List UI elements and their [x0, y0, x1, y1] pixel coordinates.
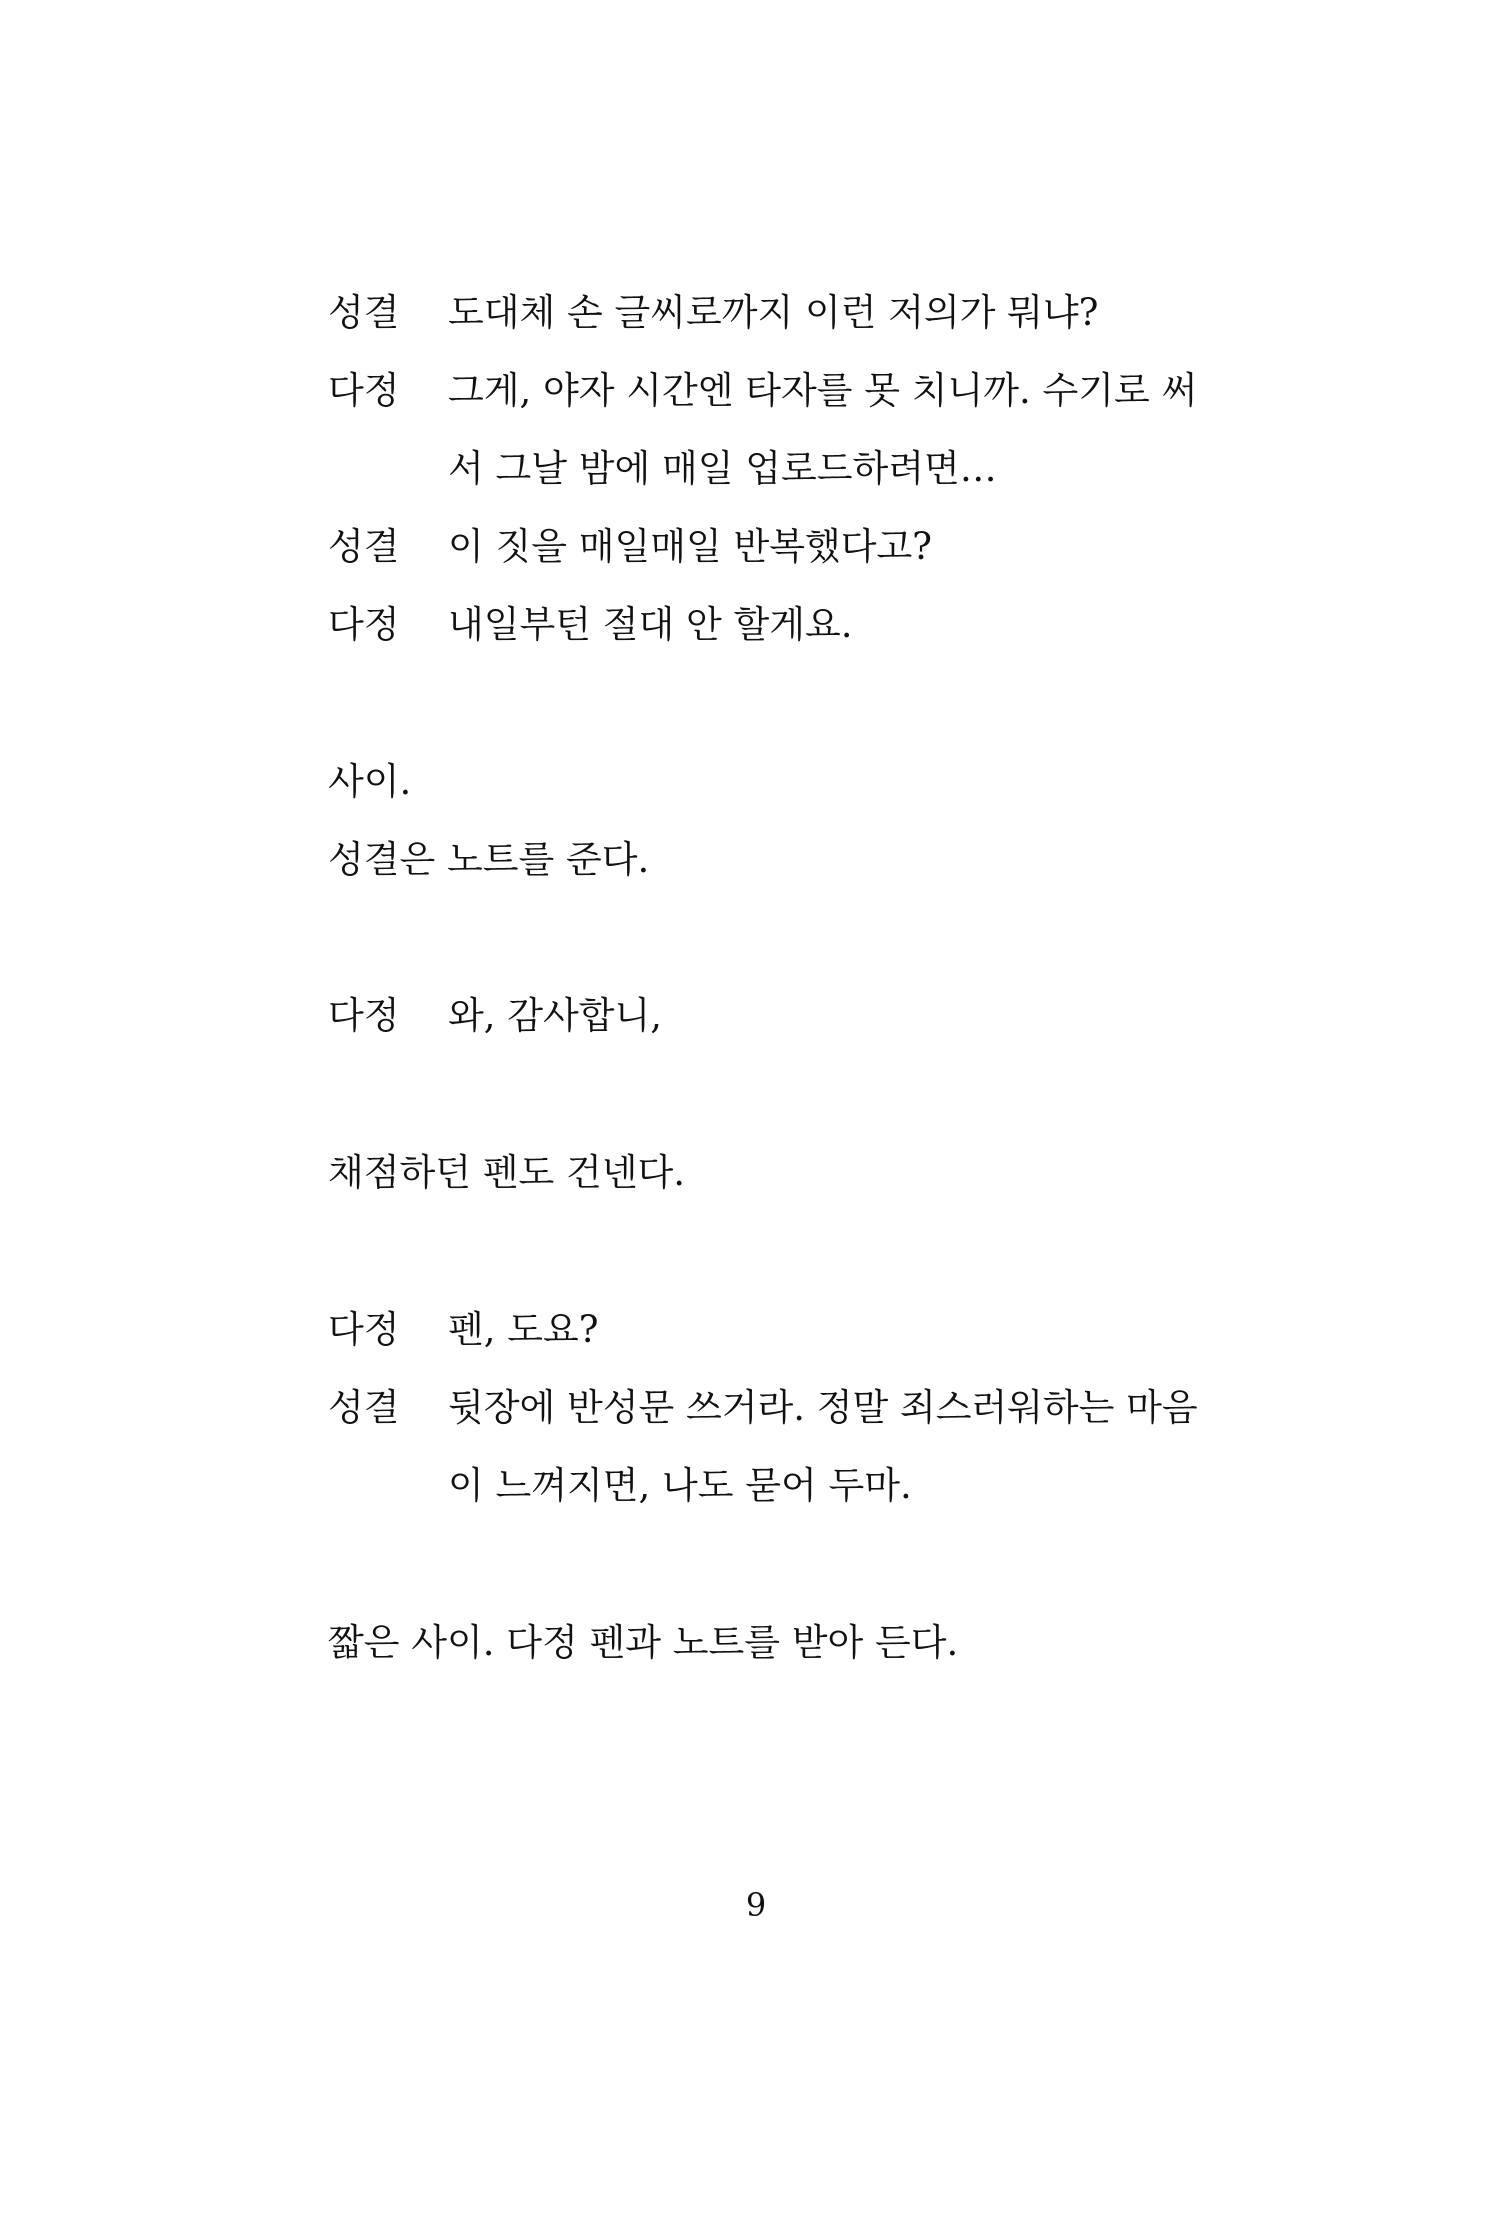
dialogue-line: [328, 361, 1328, 421]
speaker-name: 다정: [328, 369, 400, 412]
dialogue-line: [328, 517, 1328, 577]
speaker-name: 다정: [328, 603, 400, 646]
speaker-name: 다정: [328, 994, 400, 1037]
speaker-name: 성결: [328, 291, 400, 334]
dialogue-text: 펜, 도요?: [448, 1308, 599, 1351]
stage-direction: 짧은 사이. 다정 펜과 노트를 받아 든다.: [328, 1621, 959, 1664]
dialogue-text: 이 짓을 매일매일 반복했다고?: [448, 525, 933, 568]
dialogue-text: 그게, 야자 시간엔 타자를 못 치니까. 수기로 써: [448, 369, 1198, 412]
stage-direction: 채점하던 펜도 건넨다.: [328, 1151, 685, 1194]
dialogue-line: [328, 283, 1328, 343]
dialogue-line: [328, 595, 1328, 655]
dialogue-text: 내일부턴 절대 안 할게요.: [448, 603, 853, 646]
dialogue-text: 뒷장에 반성문 쓰거라. 정말 죄스러워하는 마음: [448, 1386, 1198, 1429]
dialogue-line: [328, 1378, 1328, 1438]
speaker-name: 다정: [328, 1308, 400, 1351]
stage-direction: 사이.: [328, 760, 412, 803]
dialogue-text: 와, 감사합니,: [448, 994, 662, 1037]
dialogue-text: 도대체 손 글씨로까지 이런 저의가 뭐냐?: [448, 291, 1099, 334]
stage-direction: 성결은 노트를 준다.: [328, 838, 650, 881]
speaker-name: 성결: [328, 1386, 400, 1429]
speaker-name: 성결: [328, 525, 400, 568]
dialogue-line: [328, 1300, 1328, 1360]
dialogue-line: [328, 986, 1328, 1046]
dialogue-continuation: 이 느껴지면, 나도 묻어 두마.: [448, 1464, 912, 1507]
dialogue-continuation: 서 그날 밤에 매일 업로드하려면…: [448, 447, 997, 490]
page-number: 9: [745, 1886, 767, 1924]
